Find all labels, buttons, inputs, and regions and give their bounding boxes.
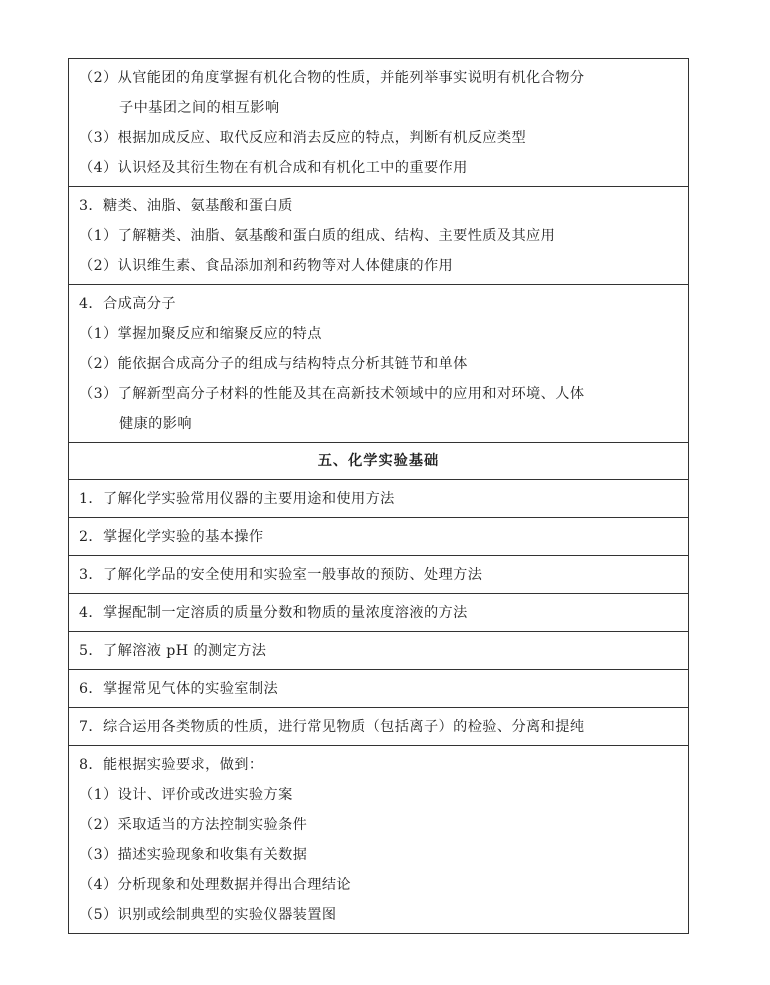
table-row: [69, 594, 689, 632]
requirement-cell: [69, 594, 689, 632]
requirement-line: （3）了解新型高分子材料的性能及其在高新技术领域中的应用和对环境、人体: [79, 386, 585, 402]
requirement-cell: [69, 518, 689, 556]
requirement-cell: [69, 556, 689, 594]
table-row: [69, 518, 689, 556]
requirement-cell: [69, 632, 689, 670]
cell-content: [69, 746, 688, 933]
requirement-cell: [69, 708, 689, 746]
table-row: [69, 480, 689, 518]
syllabus-table-body: [69, 59, 689, 934]
requirement-group-cell: [69, 285, 689, 443]
requirement-line: （5）识别或绘制典型的实验仪器装置图: [79, 907, 337, 923]
cell-content: [69, 670, 688, 707]
requirement-line: （2）能依据合成高分子的组成与结构特点分析其链节和单体: [79, 356, 468, 372]
cell-content: [69, 632, 688, 669]
requirement-group-cell: [69, 187, 689, 285]
section-title: 五、化学实验基础: [317, 453, 440, 469]
table-row: [69, 59, 689, 187]
cell-content: [69, 556, 688, 593]
requirement-text: 3．了解化学品的安全使用和实验室一般事故的预防、处理方法: [79, 567, 483, 583]
cell-content: [69, 285, 688, 442]
requirement-cell: [69, 670, 689, 708]
cell-content: [69, 480, 688, 517]
table-row: [69, 187, 689, 285]
requirement-line: （3）描述实验现象和收集有关数据: [79, 847, 308, 863]
cell-content: [69, 518, 688, 555]
table-row: [69, 556, 689, 594]
table-row: [69, 670, 689, 708]
table-row: [69, 746, 689, 934]
requirement-line: 健康的影响: [119, 416, 192, 432]
requirement-text: 6．掌握常见气体的实验室制法: [79, 681, 279, 697]
requirement-group-cell: [69, 59, 689, 187]
requirement-line: 3．糖类、油脂、氨基酸和蛋白质: [79, 198, 293, 214]
requirement-line: 4．合成高分子: [79, 296, 176, 312]
requirement-cell: [69, 480, 689, 518]
requirement-line: 子中基团之间的相互影响: [119, 100, 280, 116]
requirement-line: （2）采取适当的方法控制实验条件: [79, 817, 308, 833]
requirement-line: （1）掌握加聚反应和缩聚反应的特点: [79, 326, 322, 342]
requirement-line: （2）认识维生素、食品添加剂和药物等对人体健康的作用: [79, 258, 454, 274]
cell-content: [69, 187, 688, 284]
requirement-line: （1）了解糖类、油脂、氨基酸和蛋白质的组成、结构、主要性质及其应用: [79, 228, 556, 244]
table-row: [69, 443, 689, 480]
table-row: [69, 285, 689, 443]
requirement-line: （3）根据加成反应、取代反应和消去反应的特点，判断有机反应类型: [79, 130, 527, 146]
syllabus-table: [68, 58, 689, 934]
requirement-line: 8．能根据实验要求，做到：: [79, 757, 264, 773]
section-title-cell: [69, 443, 689, 480]
requirement-text: 7．综合运用各类物质的性质，进行常见物质（包括离子）的检验、分离和提纯: [79, 719, 585, 735]
requirement-text: 4．掌握配制一定溶质的质量分数和物质的量浓度溶液的方法: [79, 605, 468, 621]
requirement-line: （4）认识烃及其衍生物在有机合成和有机化工中的重要作用: [79, 160, 468, 176]
requirement-text: 2．掌握化学实验的基本操作: [79, 529, 264, 545]
requirement-line: （2）从官能团的角度掌握有机化合物的性质，并能列举事实说明有机化合物分: [79, 70, 585, 86]
requirement-line: （1）设计、评价或改进实验方案: [79, 787, 293, 803]
requirement-text: 5．了解溶液 pH 的测定方法: [79, 643, 267, 659]
requirement-line: （4）分析现象和处理数据并得出合理结论: [79, 877, 352, 893]
table-row: [69, 632, 689, 670]
requirement-text: 1．了解化学实验常用仪器的主要用途和使用方法: [79, 491, 395, 507]
table-row: [69, 708, 689, 746]
cell-content: [69, 708, 688, 745]
cell-content: [69, 594, 688, 631]
cell-content: [69, 59, 688, 186]
requirement-group-cell: [69, 746, 689, 934]
